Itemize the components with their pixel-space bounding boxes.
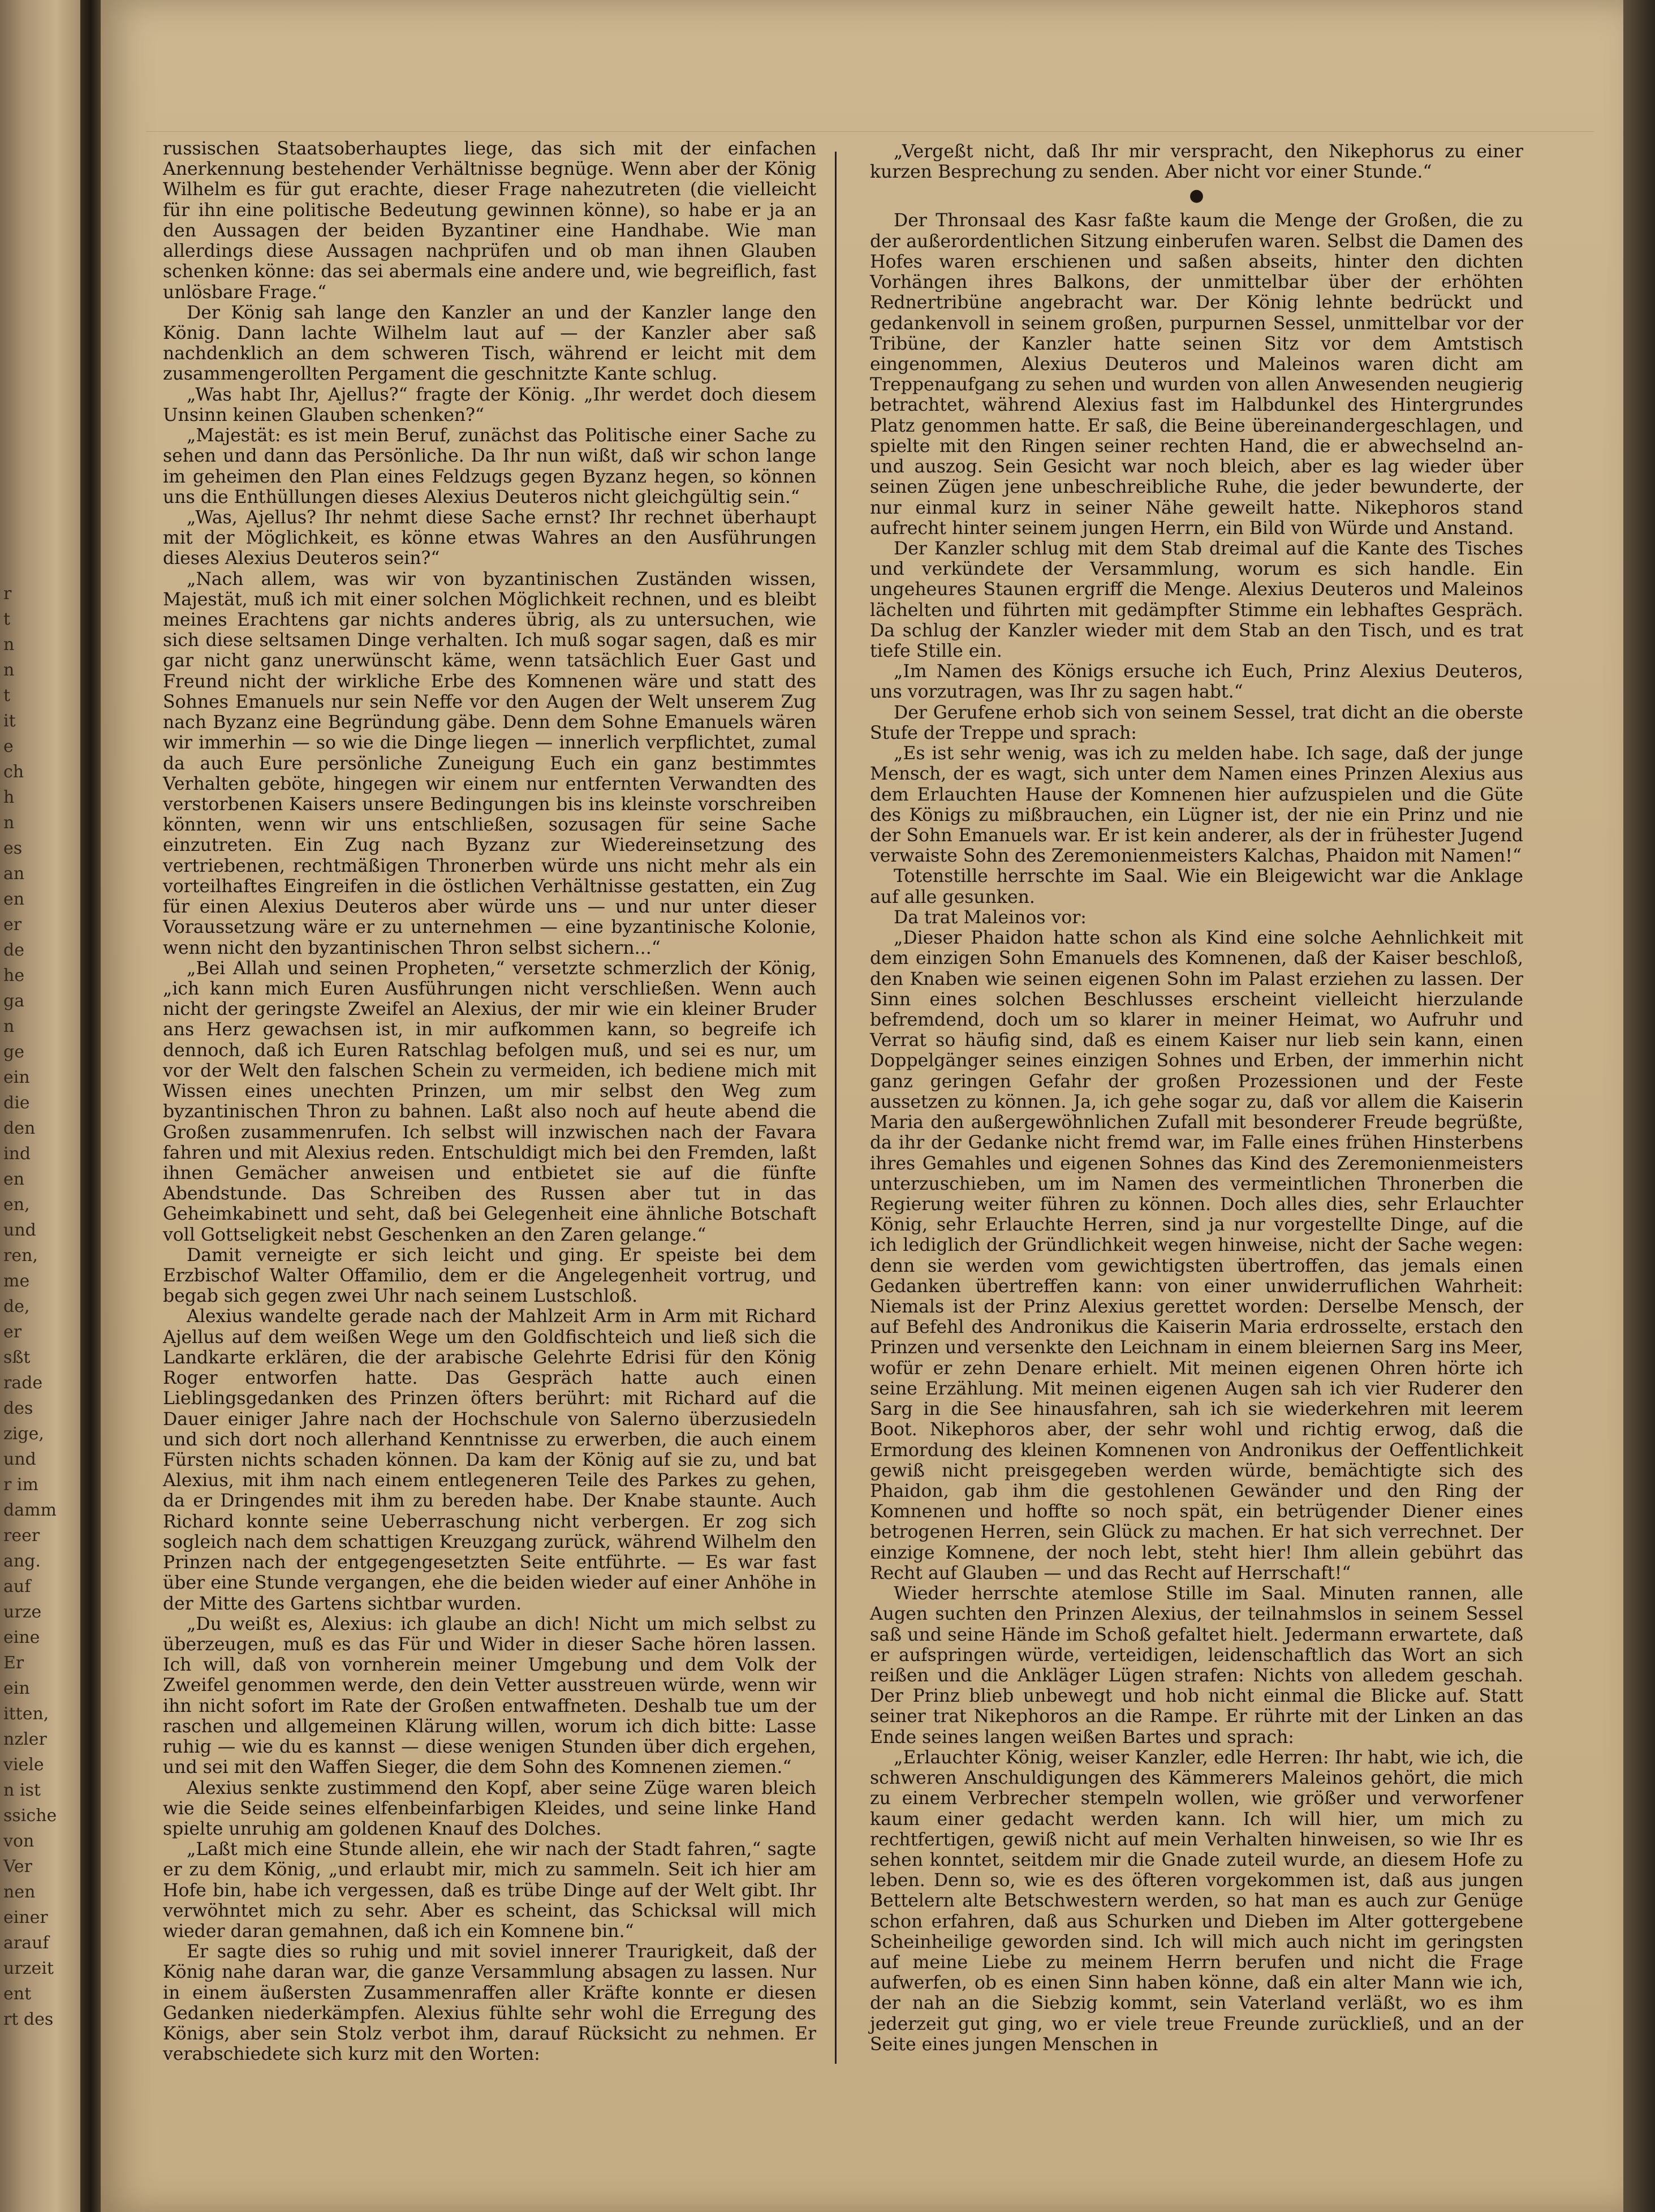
paragraph: russischen Staatsoberhauptes liege, das sich mit der einfachen Anerkennung bestehender Verhältnisse begnüge. Wenn aber der König Wilhelm es für gut erachte, dieser Frage nahezutreten (die vielleicht für ihn eine politische Bedeutung gewinnen könne), so habe er ja an den Aussagen der beiden Byzantiner eine Handhabe. Wie man allerdings diese Aussagen nachprüfen und ob man ihnen Glauben schenken könne: das sei abermals eine andere und, wie begreiflich, fast unlösbare Frage.“ [163, 139, 816, 303]
top-rule [146, 131, 1594, 132]
left-page-fragment: und [3, 1449, 36, 1469]
left-page-fragment: itten, [3, 1704, 49, 1724]
paragraph: Damit verneigte er sich leicht und ging. Er speiste bei dem Erzbischof Walter Offamilio, dem er die Angelegenheit vortrug, und begab sich gegen zwei Uhr nach seinem Lustschloß. [163, 1245, 816, 1307]
left-page-fragment: Ver [3, 1857, 33, 1877]
left-page-fragment: en [3, 889, 25, 909]
left-page-fragment: eine [3, 1628, 40, 1647]
paragraph: Der König sah lange den Kanzler an und der Kanzler lange den König. Dann lachte Wilhelm laut auf — der Kanzler aber saß nachdenklich an dem schweren Tisch, während er leicht mit dem zusammengerollten Pergament die geschnitzte Kante schlug. [163, 302, 816, 385]
left-page-fragment: auf [3, 1577, 31, 1596]
left-page-fragment: ind [3, 1144, 31, 1164]
left-page-fragment: r im [3, 1475, 38, 1495]
left-page-fragment: h [3, 787, 15, 807]
paragraph: „Nach allem, was wir von byzantinischen Zuständen wissen, Majestät, muß ich mit einer solchen Möglichkeit rechnen, und es bleibt meines Erachtens gar nichts anderes übrig, als zu untersuchen, wie sich diese seltsamen Dinge verhalten. Ich muß sogar sagen, daß es mir gar nicht ganz unerwünscht käme, wenn tatsächlich Euer Gast und Freund nicht der wirkliche Erbe des Komnenen wäre und statt des Sohnes Emanuels nur sein Neffe vor den Augen der Welt unserem Zug nach Byzanz eine Begründung gäbe. Denn dem Sohne Emanuels wären wir immerhin — so wie die Dinge liegen — innerlich verpflichtet, zumal da auch Eure persönliche Zuneigung Euch ein ganz bestimmtes Verhalten geböte, hingegen wir einem nur entfernten Verwandten des verstorbenen Kaisers unsere Bedingungen bis ins kleinste vorschreiben könnten, wenn wir uns entschließen, sozusagen für seine Sache einzutreten. Ein Zug nach Byzanz zur Wiedereinsetzung des vertriebenen, rechtmäßigen Thronerben würde uns nicht mehr als ein vorteilhaftes Eingreifen in die östlichen Verhältnisse gestatten, ein Zug für einen Alexius Deuteros aber würde uns — und nur unter dieser Voraussetzung wäre er zu unternehmen — eine byzantinische Kolonie, wenn nicht den byzantinischen Thron selbst sichern...“ [163, 569, 816, 958]
right-column-intro: „Vergeßt nicht, daß Ihr mir verspracht, den Nikephorus zu einer kurzen Besprechung zu senden. Aber nicht vor einer Stunde.“ [870, 141, 1523, 183]
paragraph: „Erlauchter König, weiser Kanzler, edle Herren: Ihr habt, wie ich, die schweren Anschuldigungen des Kämmerers Maleinos gehört, die mich zu einem Verbrecher stempeln wollen, wie größer und verworfener kaum einer gedacht werden kann. Ich will hier, um mich zu rechtfertigen, gewiß nicht auf mein Verhalten hinweisen, so wie Ihr es sehen konntet, seitdem mir die Gnade zuteil wurde, an diesem Hofe zu leben. Denn so, wie es des öfteren vorgekommen ist, daß aus jungen Bettelern alte Betschwestern werden, so hat man es auch zur Genüge schon erfahren, daß aus Schurken und Dieben im Alter gottergebene Scheinheilige geworden sind. Ich will mich auch nicht im geringsten auf meine Liebe zu meinem Herrn berufen und nicht die Frage aufwerfen, ob es einen Sinn haben könne, daß ein alter Mann wie ich, der nah an die Siebzig kommt, sein Vaterland verläßt, wo es ihm jederzeit gut ging, wo er viele treue Freunde zurückließ, und an der Seite eines jungen Menschen in [870, 1747, 1523, 2055]
left-page-fragment: er [3, 915, 22, 935]
left-page-fragment: me [3, 1271, 30, 1291]
left-page-fragment: ssiche [3, 1806, 57, 1826]
book-page [101, 0, 1623, 2212]
paragraph: Der Thronsaal des Kasr faßte kaum die Menge der Großen, die zu der außerordentlichen Sitzung einberufen waren. Selbst die Damen des Hofes waren erschienen und saßen abseits, hinter den dichten Vorhängen ihres Balkons, der unmittelbar über der erhöhten Rednertribüne angebracht war. Der König lehnte bedrückt und gedankenvoll in seinem großen, purpurnen Sessel, unmittelbar vor der Tribüne, der Kanzler hatte seinen Sitz vor dem Amtstisch eingenommen, Alexius Deuteros und Maleinos waren dicht am Treppenaufgang zu sehen und wurden von allen Anwesenden neugierig betrachtet, während Alexius fast im Halbdunkel des Hintergrundes Platz genommen hatte. Er saß, die Beine übereinandergeschlagen, und spielte mit den Ringen seiner rechten Hand, die er abwechselnd an- und auszog. Sein Gesicht war noch bleich, aber es lag wieder über seinen Zügen jene unbeschreibliche Ruhe, die jeder bewunderte, der nur einmal kurz in seiner Nähe geweilt hatte. Nikephoros stand aufrecht hinter seinem jungen Herrn, ein Bild von Würde und Anstand. [870, 210, 1523, 539]
left-page-fragment: n [3, 660, 15, 680]
left-page-fragment: ein [3, 1679, 30, 1698]
paragraph: Alexius senkte zustimmend den Kopf, aber seine Züge waren bleich wie die Seide seines elfenbeinfarbigen Kleides, und seine linke Hand spielte unruhig am goldenen Knauf des Dolches. [163, 1778, 816, 1839]
page-right-edge [1623, 0, 1655, 2212]
paragraph: „Laßt mich eine Stunde allein, ehe wir nach der Stadt fahren,“ sagte er zu dem König, „und erlaubt mir, mich zu sammeln. Seit ich hier am Hofe bin, habe ich vergessen, daß es trübe Dinge auf der Welt gibt. Ihr verwöhntet mich zu sehr. Aber es scheint, das Schicksal will mich wieder daran gemahnen, daß ich ein Komnene bin.“ [163, 1839, 816, 1942]
section-mark: ● [1189, 186, 1204, 206]
left-page-fragment: ren, [3, 1246, 38, 1266]
left-page-fragment: t [3, 686, 11, 705]
left-page-fragment: ent [3, 1984, 32, 2004]
paragraph: „Dieser Phaidon hatte schon als Kind eine solche Aehnlichkeit mit dem einzigen Sohn Emanuels des Komnenen, daß der Kaiser beschloß, den Knaben wie seinen eigenen Sohn im Palast erziehen zu lassen. Der Sinn eines solchen Beschlusses erscheint vielleicht hierzulande befremdend, doch um so klarer in meiner Heimat, wo Aufruhr und Verrat so häufig sind, daß es einem Kaiser nur lieb sein kann, einen Doppelgänger seines einzigen Sohnes und Erben, der immerhin nicht ganz geringen Gefahr der großen Prozessionen und der Feste aussetzen zu können. Ja, ich gehe sogar zu, daß vor allem die Kaiserin Maria den außergewöhnlichen Zufall mit besonderer Freude begrüßte, da ihr der Gedanke nicht fremd war, im Falle eines frühen Hinsterbens ihres Gemahles und eigenen Sohnes das Kind des Zeremonienmeisters unterzuschieben, um im Namen des vermeintlichen Thronerben die Regierung weiter führen zu können. Doch alles dies, sehr Erlauchter König, sehr Erlauchte Herren, sind ja nur vorgestellte Dinge, auf die ich lediglich der Gründlichkeit wegen hinweise, nicht der Sache wegen: denn sie werden vom gewichtigsten übertroffen, das jemals einen Gedanken übertreffen kann: von einer unwiderruflichen Wahrheit: Niemals ist der Prinz Alexius gerettet worden: Derselbe Mensch, der auf Befehl des Andronikus die Kaiserin Maria erdrosselte, erstach den Prinzen und versenkte den Leichnam in einem bleiernen Sarg ins Meer, wofür er zehn Denare erhielt. Mit meinen eigenen Ohren hörte ich seine Erzählung. Mit meinen eigenen Augen sah ich vier Ruderer den Sarg in die See hinausfahren, sah ich sie wiederkehren mit leerem Boot. Nikephoros aber, der sehr wohl und richtig erwog, daß die Ermordung des kleinen Komnenen von Andronikus der Oeffentlichkeit gewiß nicht preisgegeben werden würde, bemächtigte sich des Phaidon, gab ihm die gestohlenen Gewänder und den Ring der Komnenen und hoffte so noch spät, ein betrügender Diener eines betrogenen Herren, sein Glück zu machen. Er hat sich verrechnet. Der einzige Komnene, der noch lebt, steht hier! Ihm allein gebührt das Recht auf Glauben — und das Recht auf Herrschaft!“ [870, 928, 1523, 1583]
left-page-fragment: en, [3, 1195, 30, 1215]
left-page-fragment: n [3, 813, 15, 833]
left-page-fragment: von [3, 1831, 35, 1851]
left-page-fragment: zige, [3, 1424, 44, 1444]
left-page-fragment: it [3, 711, 16, 731]
right-paragraphs [870, 210, 1523, 2055]
paragraph: „Im Namen des Königs ersuche ich Euch, Prinz Alexius Deuteros, uns vorzutragen, was Ihr zu sagen habt.“ [870, 661, 1523, 703]
left-page-fragment: n ist [3, 1780, 41, 1800]
left-page-fragment: e [3, 737, 14, 756]
left-page-fragment: n [3, 1017, 15, 1036]
left-page-fragment: die [3, 1093, 30, 1113]
left-page-fragment: ang. [3, 1551, 41, 1571]
left-page-fragment: viele [3, 1755, 44, 1775]
paragraph: Er sagte dies so ruhig und mit soviel innerer Traurigkeit, daß der König nahe daran war, die ganze Versammlung absagen zu lassen. Nur in einem äußersten Zusammenraffen aller Kräfte konnte er diesen Gedanken niederkämpfen. Alexius fühlte sehr wohl die Erregung des Königs, aber sein Stolz verbot ihm, darauf Rücksicht zu nehmen. Er verabschiedete sich kurz mit den Worten: [163, 1942, 816, 2065]
left-page-fragment: en [3, 1169, 25, 1189]
paragraph: „Majestät: es ist mein Beruf, zunächst das Politische einer Sache zu sehen und dann das Persönliche. Da Ihr nun wißt, daß wir schon lange im geheimen den Plan eines Feldzugs gegen Byzanz hegen, so können uns die Enthüllungen dieses Alexius Deuteros nicht gleichgültig sein.“ [163, 425, 816, 507]
left-page-fragment: n [3, 635, 15, 655]
adjacent-page-strip [0, 0, 80, 2212]
left-page-fragment: den [3, 1118, 36, 1138]
left-page-fragment: Er [3, 1653, 24, 1673]
paragraph: Totenstille herrschte im Saal. Wie ein Bleigewicht war die Anklage auf alle gesunken. [870, 866, 1523, 907]
left-page-fragment: de [3, 940, 24, 960]
left-page-fragment: es [3, 838, 23, 858]
left-page-fragment: urze [3, 1602, 42, 1622]
right-text-column [870, 141, 1523, 2055]
left-page-fragment: ein [3, 1068, 30, 1087]
left-page-fragment: rt des [3, 2009, 54, 2029]
paragraph: „Was, Ajellus? Ihr nehmt diese Sache ernst? Ihr rechnet überhaupt mit der Möglichkeit, es könne etwas Wahres an den Ausführungen dieses Alexius Deuteros sein?“ [163, 507, 816, 569]
page-binding [80, 0, 101, 2212]
left-page-fragment: ge [3, 1042, 24, 1062]
left-page-fragment: de, [3, 1297, 30, 1316]
left-page-fragment: reer [3, 1526, 40, 1546]
left-page-fragment: rade [3, 1373, 43, 1393]
left-page-fragment: damm [3, 1500, 57, 1520]
paragraph: „Was habt Ihr, Ajellus?“ fragte der König. „Ihr werdet doch diesem Unsinn keinen Glauben schenken?“ [163, 384, 816, 425]
left-page-fragment: arauf [3, 1933, 49, 1953]
left-page-fragment: sßt [3, 1348, 31, 1367]
left-page-fragment: nzler [3, 1729, 47, 1749]
paragraph: Wieder herrschte atemlose Stille im Saal. Minuten rannen, alle Augen suchten den Prinzen Alexius, der teilnahmslos in seinem Sessel saß und seine Hände im Schoß gefaltet hielt. Jedermann erwartete, daß er aufspringen würde, verteidigen, leidenschaftlich das Wort an sich reißen und die Ankläger Lügen strafen: Nichts von alledem geschah. Der Prinz blieb unbewegt und hob nicht einmal die Blicke auf. Statt seiner trat Nikephoros an die Rampe. Er rührte mit der Linken an das Ende seines langen weißen Bartes und sprach: [870, 1583, 1523, 1748]
left-page-fragment: ch [3, 762, 24, 782]
left-page-fragment: ga [3, 991, 25, 1011]
paragraph: „Es ist sehr wenig, was ich zu melden habe. Ich sage, daß der junge Mensch, der es wagt, sich unter dem Namen eines Prinzen Alexius aus dem Erlauchten Hause der Komnenen hier aufzuspielen und die Güte des Königs zu mißbrauchen, ein Lügner ist, der nie ein Prinz und nie der Sohn Emanuels war. Er ist kein anderer, als der in frühester Jugend verwaiste Sohn des Zeremonienmeisters Kalchas, Phaidon mit Namen!“ [870, 743, 1523, 867]
left-page-fragment: einer [3, 1908, 48, 1927]
left-page-fragment: an [3, 864, 25, 884]
column-divider [835, 152, 837, 2064]
left-page-fragment: des [3, 1398, 33, 1418]
paragraph: „Du weißt es, Alexius: ich glaube an dich! Nicht um mich selbst zu überzeugen, muß es das Für und Wider in dieser Sache hören lassen. Ich will, daß von vornherein meiner Umgebung und dem Volk der Zweifel genommen werde, den dein Vetter ausstreuen würde, wenn wir ihn nicht sofort im Rate der Großen entwaffneten. Deshalb tue um der raschen und allgemeinen Klärung willen, worum ich dich bitte: Lasse ruhig — wie du es kannst — diese wenigen Stunden über dich ergehen, und sei mit den Waffen Sieger, die dem Sohn des Komnenen ziemen.“ [163, 1613, 816, 1778]
paragraph: Der Kanzler schlug mit dem Stab dreimal auf die Kante des Tisches und verkündete der Versammlung, worum es sich handle. Ein ungeheures Staunen ergriff die Menge. Alexius Deuteros und Maleinos lächelten und führten mit gedämpfter Stimme ein lebhaftes Gespräch. Da schlug der Kanzler wieder mit dem Stab an den Tisch, und es trat tiefe Stille ein. [870, 538, 1523, 662]
left-text-column [163, 139, 816, 2065]
left-page-fragment: nen [3, 1882, 36, 1902]
left-page-fragment: t [3, 609, 11, 629]
left-page-fragment: und [3, 1220, 36, 1240]
paragraph: Alexius wandelte gerade nach der Mahlzeit Arm in Arm mit Richard Ajellus auf dem weißen Wege um den Goldfischteich und ließ sich die Landkarte erklären, die der arabische Gelehrte Edrisi für den König Roger entworfen hatte. Das Gespräch hatte auch einen Lieblingsgedanken des Prinzen öfters berührt: mit Richard auf die Dauer einiger Jahre nach der Hochschule von Salerno überzusiedeln und sich dort noch allerhand Kenntnisse zu erwerben, die auch einem Fürsten nichts schaden können. Da kam der König auf sie zu, und bat Alexius, mit ihm nach einem entlegeneren Teile des Parkes zu gehen, da er Dringendes mit ihm zu bereden habe. Der Knabe staunte. Auch Richard konnte seine Ueberraschung nicht verbergen. Er zog sich sogleich nach dem schattigen Kreuzgang zurück, während Wilhelm den Prinzen nach der entgegengesetzten Seite entführte. — Es war fast über eine Stunde vergangen, ehe die beiden wieder auf einer Anhöhe in der Mitte des Gartens sichtbar wurden. [163, 1306, 816, 1614]
left-page-fragment: he [3, 966, 25, 985]
paragraph: Der Gerufene erhob sich von seinem Sessel, trat dicht an die oberste Stufe der Treppe und sprach: [870, 702, 1523, 743]
paragraph: Da trat Maleinos vor: [894, 907, 1087, 928]
left-page-fragment: urzeit [3, 1959, 54, 1978]
left-page-fragment: er [3, 1322, 22, 1342]
left-page-fragment: r [3, 584, 12, 604]
paragraph: „Bei Allah und seinen Propheten,“ versetzte schmerzlich der König, „ich kann mich Euren Ausführungen nicht verschließen. Wenn auch nicht der geringste Zweifel an Alexius, der mir wie ein kleiner Bruder ans Herz gewachsen ist, in mir aufkommen kann, so begreife ich dennoch, daß ich Euren Ratschlag befolgen muß, und sei es nur, um vor der Welt den falschen Schein zu vermeiden, ich bediene mich mit Wissen eines unechten Prinzen, um mir selbst den Weg zum byzantinischen Thron zu bahnen. Laßt also noch auf heute abend die Großen zusammenrufen. Ich selbst will inzwischen nach der Favara fahren und mit Alexius reden. Entschuldigt mich bei den Fremden, laßt ihnen Gemächer anweisen und entbietet sie auf die fünfte Abendstunde. Das Schreiben des Russen aber tut in das Geheimkabinett und seht, daß bei Gelegenheit eine ähnliche Botschaft voll Gottseligkeit nebst Geschenken an den Zaren gelange.“ [163, 958, 816, 1245]
